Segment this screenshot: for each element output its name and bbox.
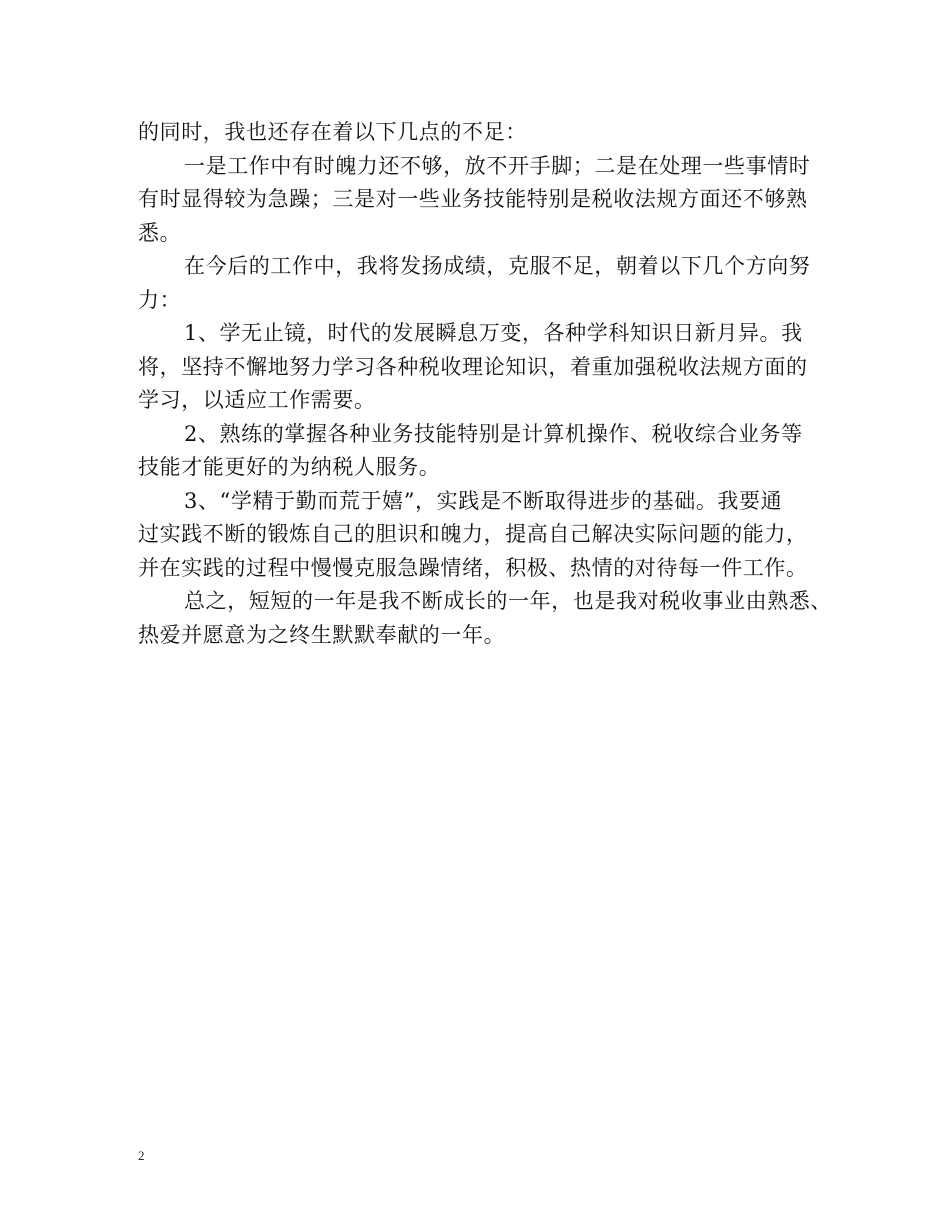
text-line: 热爱并愿意为之终生默默奉献的一年。 — [138, 622, 506, 647]
text-line: 将，坚持不懈地努力学习各种税收理论知识，着重加强税收法规方面的 — [138, 354, 808, 379]
paragraph-first-line: 在今后的工作中，我将发扬成绩，克服不足，朝着以下几个方向努 — [184, 254, 811, 278]
paragraph-first-line: 总之，短短的一年是我不断成长的一年，也是我对税收事业由熟悉、 — [184, 589, 832, 613]
text-line: 有时显得较为急躁；三是对一些业务技能特别是税收法规方面还不够熟 — [138, 187, 808, 211]
page-number: 2 — [138, 1148, 145, 1163]
text-line: 的同时，我也还存在着以下几点的不足： — [138, 120, 527, 144]
text-line: 并在实践的过程中慢慢克服急躁情绪，积极、热情的对待每一件工作。 — [138, 555, 808, 580]
paragraph-first-line: 1、学无止镜，时代的发展瞬息万变，各种学科知识日新月异。我 — [184, 321, 803, 345]
text-line: 悉。 — [138, 220, 182, 245]
document-body — [138, 116, 832, 652]
paragraph-first-line: 一是工作中有时魄力还不够，放不开手脚；二是在处理一些事情时 — [184, 153, 811, 178]
text-line: 学习，以适应工作需要。 — [138, 388, 376, 412]
text-line: 过实践不断的锻炼自己的胆识和魄力，提高自己解决实际问题的能力， — [138, 522, 808, 546]
text-line: 力： — [138, 287, 182, 312]
paragraph-first-line: 3、“学精于勤而荒于嬉”，实践是不断取得进步的基础。我要通 — [184, 488, 783, 513]
text-line: 技能才能更好的为纳税人服务。 — [138, 455, 441, 479]
paragraph-first-line: 2、熟练的掌握各种业务技能特别是计算机操作、税收综合业务等 — [184, 421, 803, 446]
